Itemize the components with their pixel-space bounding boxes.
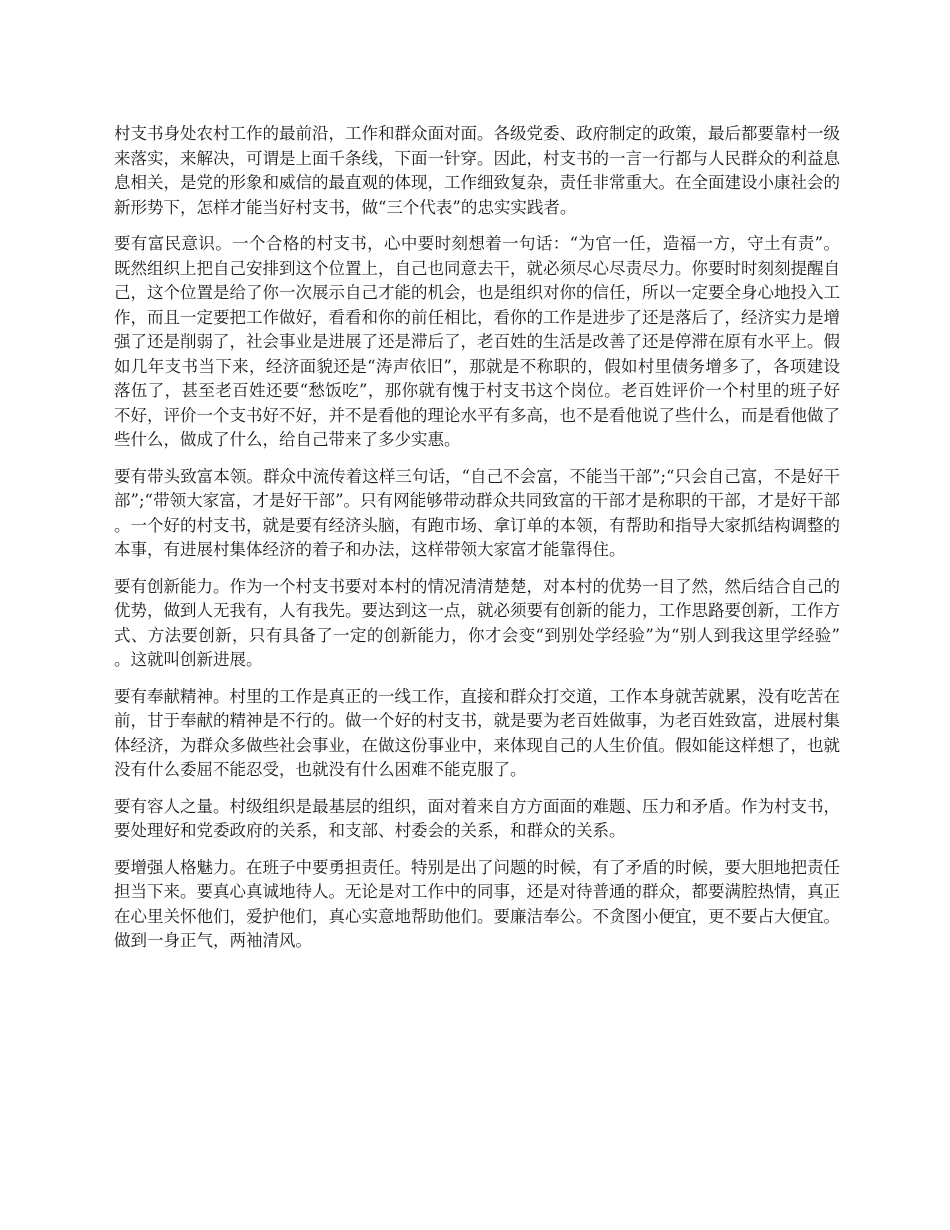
paragraph-intro: 村支书身处农村工作的最前沿，工作和群众面对面。各级党委、政府制定的政策，最后都要靠村一级来落实，来解决，可谓是上面千条线，下面一针穿。因此，村支书的一言一行都与人民群众的利益息息相关，是党的形象和威信的最直观的体现，工作细致复杂，责任非常重大。在全面建设小康社会的新形势下，怎样才能当好村支书，做“三个代表”的忠实实践者。 <box>114 124 840 217</box>
paragraph-personal-charm: 要增强人格魅力。在班子中要勇担责任。特别是出了问题的时候，有了矛盾的时候，要大胆地把责任担当下来。要真心真诚地待人。无论是对工作中的同事，还是对待普通的群众，都要满腔热情，真正在心里关怀他们，爱护他们，真心实意地帮助他们。要廉洁奉公。不贪图小便宜，更不要占大便宜。做到一身正气，两袖清风。 <box>114 857 840 950</box>
paragraph-wealth-awareness: 要有富民意识。一个合格的村支书，心中要时刻想着一句话：“为官一任，造福一方，守土有责”。既然组织上把自己安排到这个位置上，自己也同意去干，就必须尽心尽责尽力。你要时时刻刻提醒自己，这个位置是给了你一次展示自己才能的机会，也是组织对你的信任，所以一定要全身心地投入工作，而且一定要把工作做好，看看和你的前任相比，看你的工作是进步了还是落后了，经济实力是增强了还是削弱了，社会事业是进展了还是滞后了，老百姓的生活是改善了还是停滞在原有水平上。假如几年支书当下来，经济面貌还是“涛声依旧”，那就是不称职的，假如村里债务增多了，各项建设落伍了，甚至老百姓还要“愁饭吃”，那你就有愧于村支书这个岗位。老百姓评价一个村里的班子好不好，评价一个支书好不好，并不是看他的理论水平有多高，也不是看他说了些什么，而是看他做了些什么，做成了什么，给自己带来了多少实惠。 <box>114 234 840 449</box>
paragraph-innovation: 要有创新能力。作为一个村支书要对本村的情况清清楚楚，对本村的优势一目了然，然后结合自己的优势，做到人无我有，人有我先。要达到这一点，就必须要有创新的能力，工作思路要创新，工作方式、方法要创新，只有具备了一定的创新能力，你才会变“到别处学经验”为“别人到我这里学经验”。这就叫创新进展。 <box>114 576 840 669</box>
paragraph-tolerance: 要有容人之量。村级组织是最基层的组织，面对着来自方方面面的难题、压力和矛盾。作为村支书，要处理好和党委政府的关系，和支部、村委会的关系，和群众的关系。 <box>114 796 840 840</box>
paragraph-dedication: 要有奉献精神。村里的工作是真正的一线工作，直接和群众打交道，工作本身就苦就累，没有吃苦在前，甘于奉献的精神是不行的。做一个好的村支书，就是要为老百姓做事，为老百姓致富，进展村集体经济，为群众多做些社会事业，在做这份事业中，来体现自己的人生价值。假如能这样想了，也就没有什么委屈不能忍受，也就没有什么困难不能克服了。 <box>114 686 840 779</box>
paragraph-lead-prosperity: 要有带头致富本领。群众中流传着这样三句话，“自己不会富，不能当干部”;“只会自己富，不是好干部”;“带领大家富，才是好干部”。只有网能够带动群众共同致富的干部才是称职的干部，才是好干部。一个好的村支书，就是要有经济头脑，有跑市场、拿订单的本领，有帮助和指导大家抓结构调整的本事，有进展村集体经济的着子和办法，这样带领大家富才能靠得住。 <box>114 466 840 559</box>
document-body <box>114 122 840 966</box>
